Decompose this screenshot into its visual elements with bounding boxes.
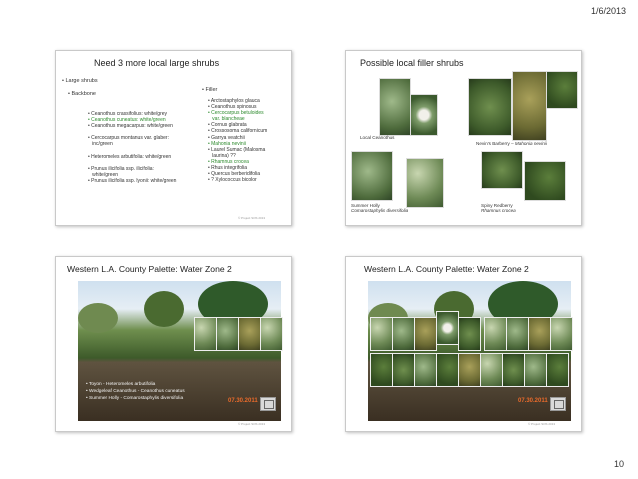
list-item: • Ceanothus megacarpus: white/green: [88, 123, 173, 130]
photo-date-stamp: 07.30.2011: [518, 398, 548, 404]
photo-shrub-2: [468, 78, 512, 136]
plant-thumbnail: [216, 317, 239, 351]
list-item: • Prunus ilicifolia ssp. lyonii: white/green: [88, 178, 177, 185]
plant-thumbnail: [502, 353, 525, 387]
slide-footer: © Project SOS 2013: [238, 422, 266, 426]
list-item: • Ceanothus crassifolius: white/grey: [88, 111, 168, 117]
list-item: • Cornus glabrata: [208, 122, 247, 129]
plant-list-item: • Wedgeleaf Ceanothus - Ceanothus cuneatus: [86, 389, 185, 394]
plant-thumbnail: [436, 311, 459, 345]
plant-thumbnail: [260, 317, 283, 351]
caption-summer-holly: Summer Holly Comarostaphylis diversifolia: [351, 203, 409, 214]
photo-barberry-1: [512, 71, 547, 141]
backbone-list: [88, 111, 176, 184]
list-item: • Ceanothus cuneatus: white/green: [88, 117, 166, 124]
list-item: white/green: [88, 171, 119, 178]
logo-icon: [260, 397, 276, 411]
slide-title: Western L.A. County Palette: Water Zone 2: [67, 264, 232, 274]
plant-thumbnail: [370, 317, 393, 351]
plant-thumbnail: [194, 317, 217, 351]
plant-list-item: • Toyon - Heteromeles arbutifolia: [86, 382, 156, 387]
list-item: • Ceanothus spinosus: [208, 104, 257, 111]
photo-barberry-2: [546, 71, 578, 109]
slide-filler-shrubs[interactable]: [345, 50, 582, 226]
logo-icon: [550, 397, 566, 411]
list-item: • Laurel Sumac (Malosma: [208, 146, 266, 153]
list-item: • Rhamnus crocea: [208, 158, 249, 165]
plant-thumbnail: [528, 317, 551, 351]
plant-thumbnail: [436, 353, 459, 387]
slide-title: Need 3 more local large shrubs: [94, 58, 220, 68]
list-item: • Rhus integrifolia: [208, 165, 247, 172]
list-item: var. blancheae: [208, 116, 245, 123]
tree: [144, 291, 184, 327]
plant-thumbnail: [480, 353, 503, 387]
filler-list: [208, 98, 267, 183]
list-item: laurina) ??: [208, 152, 236, 159]
list-item: • Cercocarpus betuloides: [208, 110, 264, 117]
photo-garden-scene: [78, 281, 281, 421]
plant-thumbnail: [524, 353, 547, 387]
list-item: • Cercocarpus montanus var. glaber:: [88, 135, 169, 142]
handout-date: 1/6/2013: [590, 6, 626, 16]
list-item: inc/green: [88, 141, 113, 148]
slide-title: Western L.A. County Palette: Water Zone 2: [364, 264, 529, 274]
plant-thumbnail: [458, 353, 481, 387]
photo-garden-scene: [368, 281, 571, 421]
photo-redberry-2: [524, 161, 566, 201]
slide-water-zone-2-alt[interactable]: [345, 256, 582, 432]
list-item: • ? Xylococcus bicolor: [208, 177, 257, 184]
caption-barberry: Nevin's Barberry – Mahonia nevinii: [476, 141, 547, 146]
slide-large-shrubs[interactable]: [55, 50, 292, 226]
photo-summer-holly-2: [406, 158, 444, 208]
caption-ceanothus: Local Ceanothus: [360, 135, 395, 140]
plant-thumbnail: [414, 317, 437, 351]
list-item: • Garrya veatchii: [208, 134, 245, 141]
list-item: • Mahonia nevinii: [208, 140, 246, 147]
caption-redberry: Spiny Redberry Rhamnus crocea: [481, 203, 516, 214]
plant-thumbnail: [392, 353, 415, 387]
photo-ceanothus-flowers: [410, 94, 438, 136]
list-item: • Crossosoma californicum: [208, 128, 268, 135]
bullet-filler: • Filler: [202, 87, 218, 93]
plant-thumbnail: [550, 317, 573, 351]
tree: [78, 303, 118, 333]
slide-footer: © Project SOS 2013: [238, 216, 266, 220]
photo-redberry-1: [481, 151, 523, 189]
photo-shrub-1: [379, 78, 411, 136]
plant-thumbnail: [546, 353, 569, 387]
photo-date-stamp: 07.30.2011: [228, 398, 258, 404]
plant-thumbnail: [458, 317, 481, 351]
bullet-large-shrubs: • Large shrubs: [62, 78, 98, 84]
bullet-backbone: • Backbone: [68, 91, 96, 97]
slide-water-zone-2[interactable]: [55, 256, 292, 432]
plant-list-item: • Summer Holly - Comarostaphylis diversifolia: [86, 396, 184, 401]
plant-thumbnail: [414, 353, 437, 387]
list-item: • Quercus berberidifolia: [208, 171, 261, 178]
photo-summer-holly-1: [351, 151, 393, 201]
plant-thumbnail: [392, 317, 415, 351]
plant-thumbnail: [506, 317, 529, 351]
plant-thumbnail: [238, 317, 261, 351]
list-item: • Prunus ilicifolia ssp. ilicifolia:: [88, 165, 154, 172]
plant-list: [86, 381, 185, 402]
page-number: 10: [613, 459, 624, 469]
plant-thumbnail: [370, 353, 393, 387]
list-item: • Arctostaphylos glauca: [208, 98, 260, 104]
slide-title: Possible local filler shrubs: [360, 58, 464, 68]
plant-thumbnail: [484, 317, 507, 351]
slide-footer: © Project SOS 2013: [528, 422, 556, 426]
list-item: • Heteromeles arbutifolia: white/green: [88, 153, 172, 160]
